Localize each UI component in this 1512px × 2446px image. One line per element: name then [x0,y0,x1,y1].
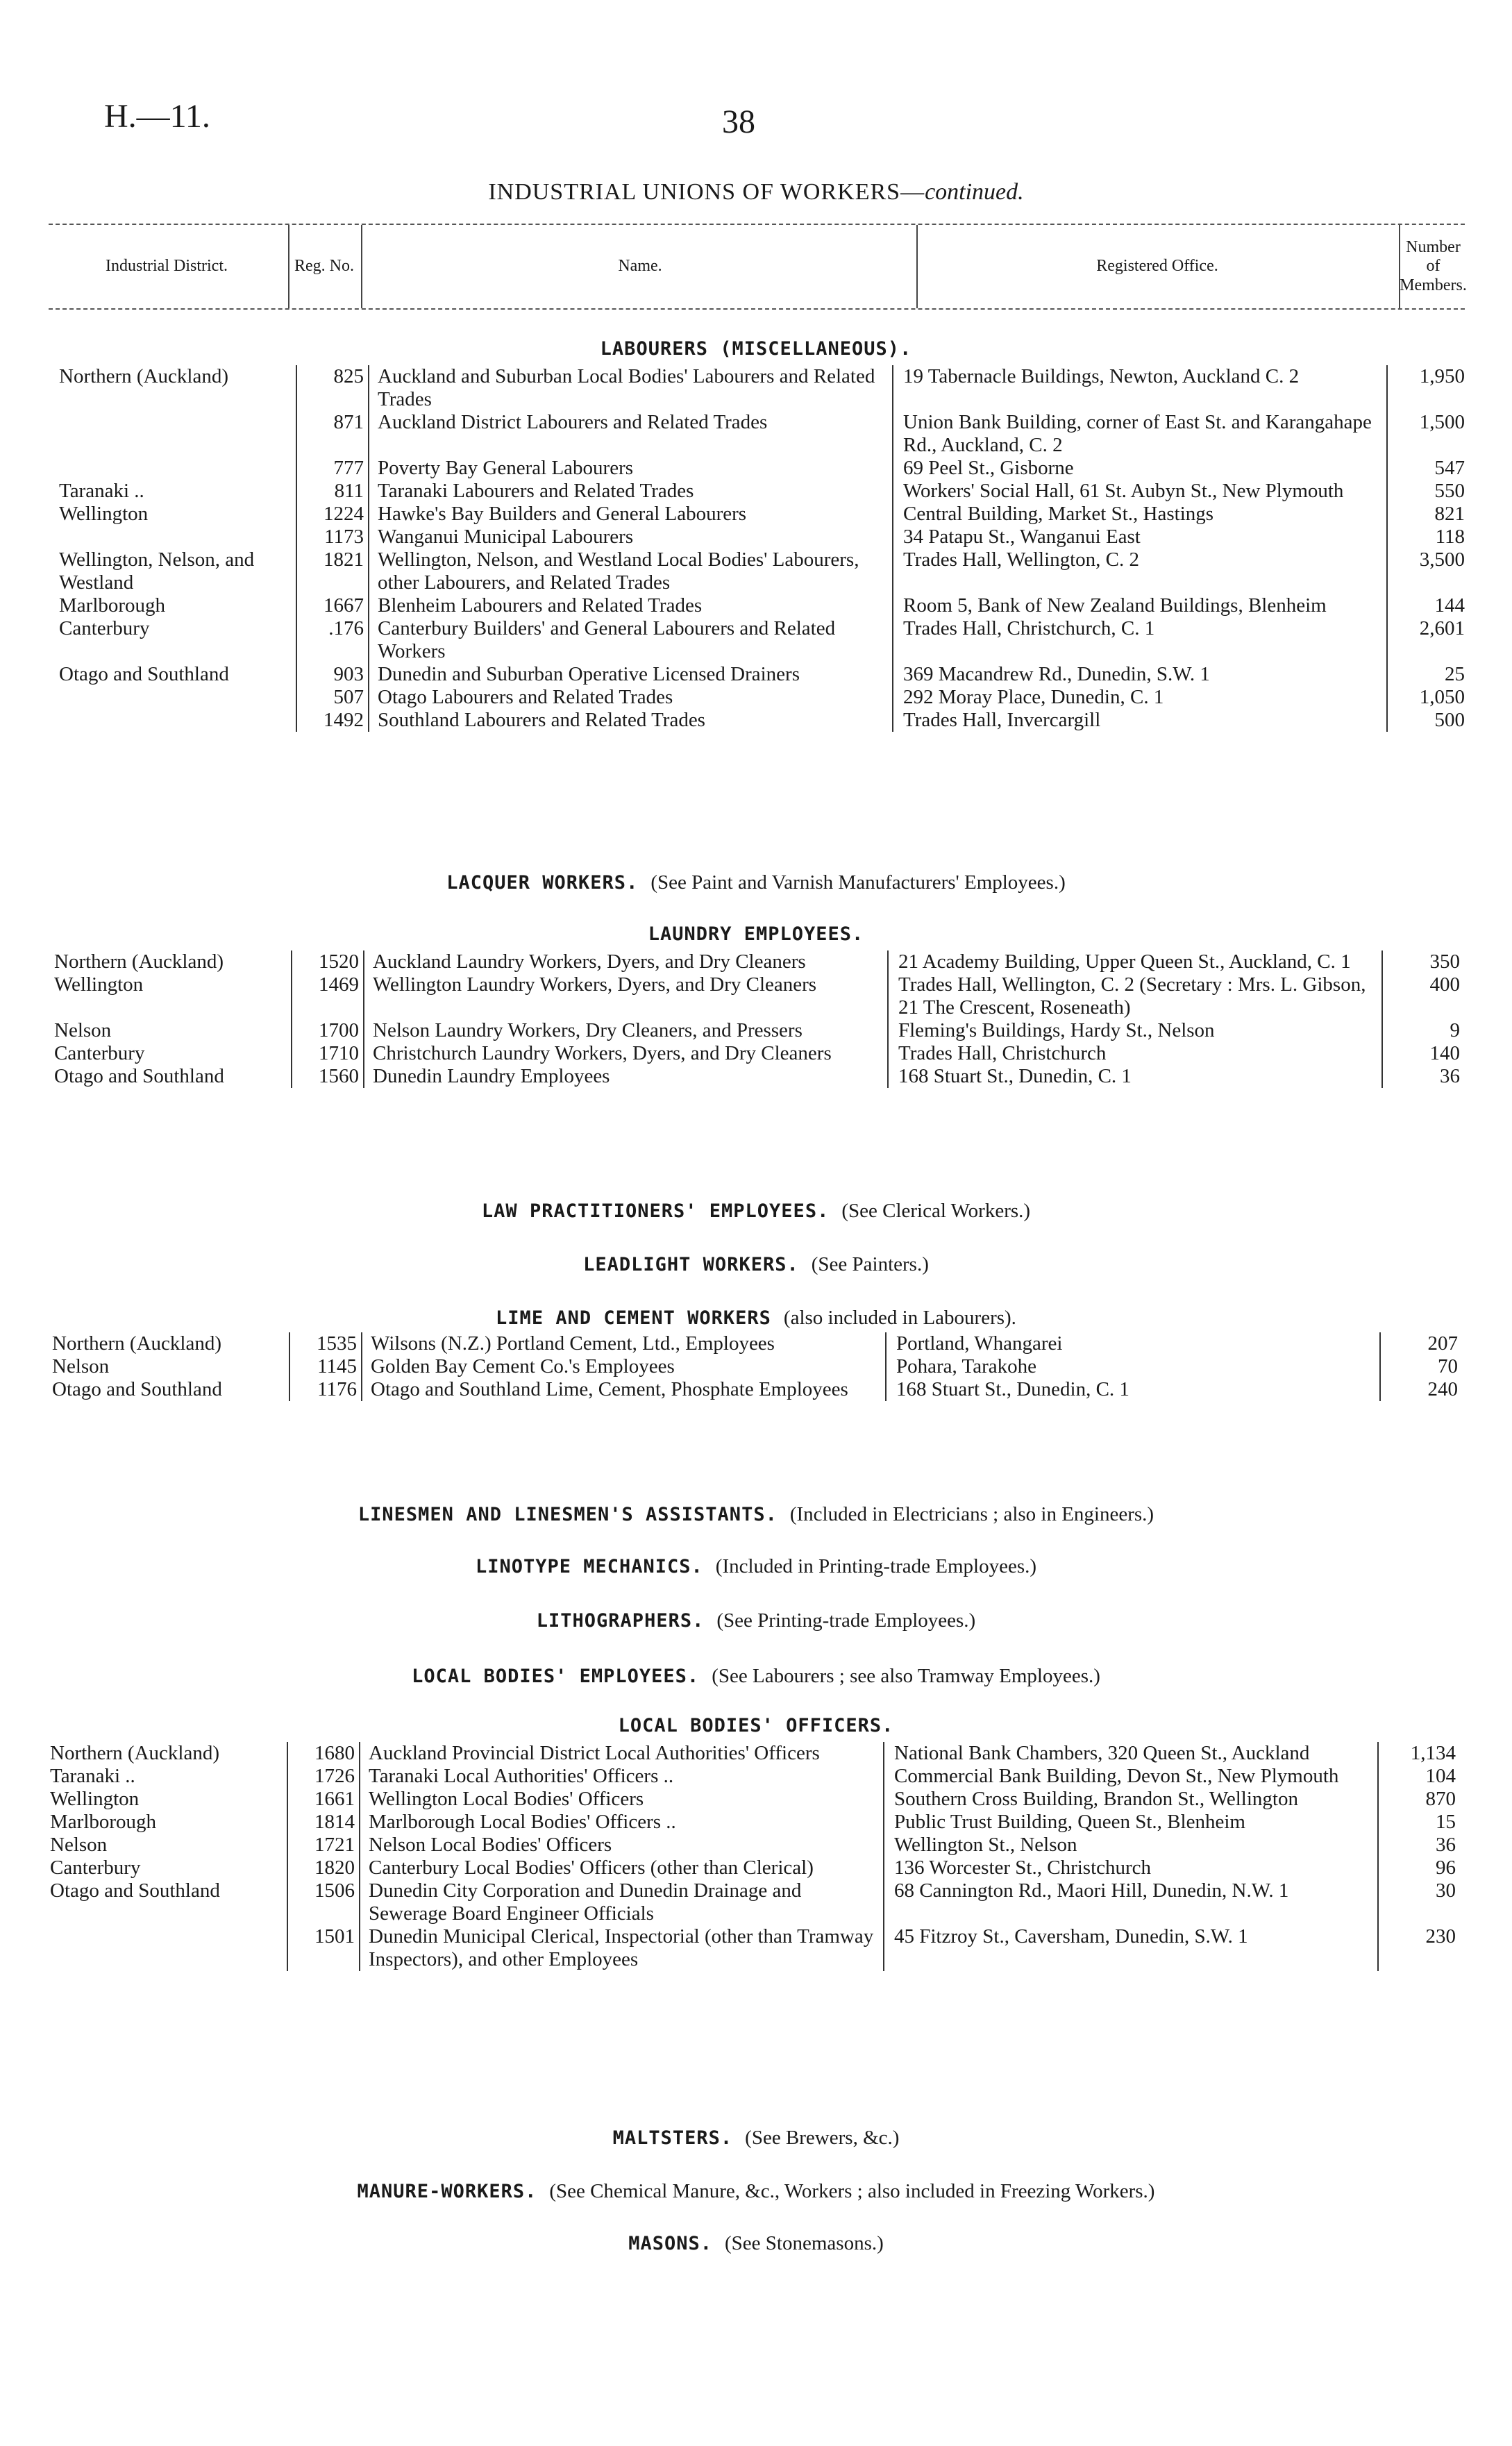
registered-office-cell: 21 Academy Building, Upper Queen St., Auckland, C. 1 [888,950,1382,973]
column-headers [49,224,1465,310]
page-number: 38 [722,103,755,140]
section-title: LABOURERS (MISCELLANEOUS). [600,338,912,360]
col-members: Number of Members. [1399,225,1466,308]
union-name-cell: Taranaki Local Authorities' Officers .. [369,1765,674,1787]
members-cell: 207 [1427,1332,1458,1355]
reg-number-cell: 1145 [289,1355,362,1378]
section-note: (See Labourers ; see also Tramway Employees.) [712,1665,1100,1687]
local-officers-table [50,1742,1460,1971]
registered-office-cell: 34 Patapu St., Wanganui East [893,526,1387,548]
lime-table [52,1332,1462,1401]
section-note: (Included in Electricians ; also in Engineers.) [789,1503,1154,1525]
reg-number-cell: 1680 [287,1742,360,1765]
reg-number-cell: 1820 [287,1857,360,1879]
district-cell: Otago and Southland [52,1378,222,1400]
district-cell [59,526,296,548]
union-name-cell: Auckland Provincial District Local Authorities' Officers [369,1742,820,1764]
section-title: LOCAL BODIES' EMPLOYEES. [412,1666,700,1687]
table-row [50,1857,1460,1879]
district-cell: Canterbury [54,1042,145,1064]
members-cell: 36 [1440,1065,1460,1087]
reg-number-cell: 871 [296,411,369,457]
members-cell: 36 [1436,1834,1456,1856]
registered-office-cell: 69 Peel St., Gisborne [893,457,1387,480]
union-name-cell: Auckland District Labourers and Related Trades [378,411,768,433]
district-cell: Nelson [52,1355,110,1377]
members-cell: 2,601 [1419,617,1465,639]
registered-office-cell: 369 Macandrew Rd., Dunedin, S.W. 1 [893,663,1387,686]
section-note: (See Stonemasons.) [725,2232,884,2254]
district-cell: Northern (Auckland) [52,1332,221,1355]
reg-number-cell: 1176 [289,1378,362,1401]
page-title-suffix: continued. [925,179,1024,205]
registered-office-cell: Public Trust Building, Queen St., Blenheim [884,1811,1378,1834]
members-cell: 1,500 [1419,411,1465,433]
reg-number-cell: 1710 [292,1042,364,1065]
union-name-cell: Blenheim Labourers and Related Trades [378,594,703,617]
members-cell: 870 [1425,1788,1456,1810]
section-labourers [0,338,1512,732]
union-name-cell: Canterbury Local Bodies' Officers (other than Clerical) [369,1857,814,1879]
district-cell: Otago and Southland [54,1065,224,1087]
union-name-cell: Wilsons (N.Z.) Portland Cement, Ltd., Employees [371,1332,775,1355]
col-reg: Reg. No. [288,225,359,308]
table-row [50,1742,1460,1765]
district-cell: Otago and Southland [50,1879,220,1902]
col-office: Registered Office. [916,225,1397,308]
registered-office-cell: National Bank Chambers, 320 Queen St., Auckland [884,1742,1378,1765]
members-cell: 15 [1436,1811,1456,1833]
registered-office-cell: Trades Hall, Christchurch [888,1042,1382,1065]
section-title: MALTSTERS. [612,2127,733,2149]
reg-number-cell: 1560 [292,1065,364,1088]
union-name-cell: Poverty Bay General Labourers [378,457,634,479]
members-cell: 3,500 [1419,548,1465,571]
table-row [59,365,1469,411]
section-litho [0,1609,1512,1632]
reg-number-cell: .176 [296,617,369,663]
section-note: (See Painters.) [811,1253,929,1275]
district-cell [59,709,296,732]
reg-number-cell: 1506 [287,1879,360,1925]
union-name-cell: Wellington Local Bodies' Officers [369,1788,644,1810]
district-cell [50,1925,287,1971]
table-row [50,1834,1460,1857]
section-local-employees [0,1665,1512,1688]
members-cell: 230 [1425,1925,1456,1947]
registered-office-cell: Union Bank Building, corner of East St. and Karangahape Rd., Auckland, C. 2 [893,411,1387,457]
registered-office-cell: Pohara, Tarakohe [886,1355,1380,1378]
members-cell: 25 [1445,663,1465,685]
members-cell: 1,050 [1419,686,1465,708]
document-code: H.—11. [104,98,210,135]
registered-office-cell: 19 Tabernacle Buildings, Newton, Auckland C. 2 [893,365,1387,411]
union-name-cell: Wellington Laundry Workers, Dyers, and Dry Cleaners [373,973,817,996]
section-linesmen [0,1503,1512,1526]
table-row [52,1355,1462,1378]
table-row [59,480,1469,503]
table-row [54,1065,1464,1088]
members-cell: 144 [1434,594,1465,617]
reg-number-cell: 777 [296,457,369,480]
union-name-cell: Nelson Local Bodies' Officers [369,1834,612,1856]
reg-number-cell: 903 [296,663,369,686]
section-title: LEADLIGHT WORKERS. [583,1254,799,1275]
union-name-cell: Auckland and Suburban Local Bodies' Labourers and Related Trades [378,365,875,410]
reg-number-cell: 1173 [296,526,369,548]
labourers-table [59,365,1469,732]
union-name-cell: Dunedin Municipal Clerical, Inspectorial (other than Tramway Inspectors), and other Employees [369,1925,874,1970]
table-row [54,1042,1464,1065]
registered-office-cell: Fleming's Buildings, Hardy St., Nelson [888,1019,1382,1042]
members-cell: 9 [1450,1019,1460,1041]
section-linotype [0,1555,1512,1578]
members-cell: 1,134 [1410,1742,1456,1764]
registered-office-cell: Room 5, Bank of New Zealand Buildings, Blenheim [893,594,1387,617]
registered-office-cell: 168 Stuart St., Dunedin, C. 1 [888,1065,1382,1088]
union-name-cell: Dunedin Laundry Employees [373,1065,610,1087]
district-cell: Marlborough [59,594,166,617]
registered-office-cell: Trades Hall, Wellington, C. 2 [893,548,1387,594]
district-cell [59,686,296,709]
registered-office-cell: 136 Worcester St., Christchurch [884,1857,1378,1879]
reg-number-cell: 1821 [296,548,369,594]
table-row [50,1788,1460,1811]
section-note: (See Paint and Varnish Manufacturers' Employees.) [650,871,1066,894]
section-note: (See Printing-trade Employees.) [716,1609,976,1632]
registered-office-cell: Trades Hall, Wellington, C. 2 (Secretary : Mrs. L. Gibson, 21 The Crescent, Roseneath) [888,973,1382,1019]
table-row [59,663,1469,686]
col-name: Name. [361,225,918,308]
section-local-officers [0,1715,1512,1971]
reg-number-cell: 1469 [292,973,364,1019]
table-row [50,1925,1460,1971]
members-cell: 350 [1429,950,1460,973]
union-name-cell: Auckland Laundry Workers, Dyers, and Dry Cleaners [373,950,806,973]
district-cell: Wellington [54,973,144,996]
section-note: (See Clerical Workers.) [841,1200,1031,1222]
table-row [59,526,1469,548]
table-row [52,1332,1462,1355]
section-title: MANURE-WORKERS. [357,2181,537,2202]
district-cell [59,457,296,480]
registered-office-cell: Wellington St., Nelson [884,1834,1378,1857]
district-cell: Northern (Auckland) [54,950,224,973]
reg-number-cell: 507 [296,686,369,709]
district-cell: Otago and Southland [59,663,229,685]
registered-office-cell: Central Building, Market St., Hastings [893,503,1387,526]
members-cell: 96 [1436,1857,1456,1879]
section-title: LOCAL BODIES' OFFICERS. [618,1715,894,1736]
reg-number-cell: 1814 [287,1811,360,1834]
laundry-table [54,950,1464,1088]
union-name-cell: Canterbury Builders' and General Labourers and Related Workers [378,617,836,662]
section-lacquer [0,871,1512,894]
union-name-cell: Marlborough Local Bodies' Officers .. [369,1811,676,1833]
members-cell: 104 [1425,1765,1456,1787]
reg-number-cell: 1520 [292,950,364,973]
union-name-cell: Wanganui Municipal Labourers [378,526,634,548]
members-cell: 821 [1434,503,1465,525]
reg-number-cell: 1535 [289,1332,362,1355]
table-row [59,617,1469,663]
reg-number-cell: 1501 [287,1925,360,1971]
district-cell: Canterbury [59,617,150,639]
reg-number-cell: 811 [296,480,369,503]
members-cell: 70 [1438,1355,1458,1377]
table-row [59,548,1469,594]
union-name-cell: Nelson Laundry Workers, Dry Cleaners, and Pressers [373,1019,803,1041]
table-row [59,686,1469,709]
table-row [50,1765,1460,1788]
table-row [54,973,1464,1019]
section-title: LAUNDRY EMPLOYEES. [648,923,864,945]
table-row [50,1879,1460,1925]
members-cell: 547 [1434,457,1465,479]
registered-office-cell: Southern Cross Building, Brandon St., Wellington [884,1788,1378,1811]
district-cell: Marlborough [50,1811,157,1833]
section-title: LINOTYPE MECHANICS. [475,1556,703,1577]
table-row [59,709,1469,732]
members-cell: 400 [1429,973,1460,996]
members-cell: 500 [1434,709,1465,731]
union-name-cell: Otago and Southland Lime, Cement, Phosphate Employees [371,1378,848,1400]
reg-number-cell: 1721 [287,1834,360,1857]
district-cell: Canterbury [50,1857,141,1879]
registered-office-cell: Workers' Social Hall, 61 St. Aubyn St., New Plymouth [893,480,1387,503]
registered-office-cell: 292 Moray Place, Dunedin, C. 1 [893,686,1387,709]
section-title: LACQUER WORKERS. [446,872,639,894]
section-laundry [0,923,1512,1088]
members-cell: 140 [1429,1042,1460,1064]
table-row [59,594,1469,617]
table-row [54,950,1464,973]
table-row [59,411,1469,457]
district-cell: Wellington [50,1788,140,1810]
labourers-rows [59,365,1469,732]
reg-number-cell: 1667 [296,594,369,617]
members-cell: 550 [1434,480,1465,502]
union-name-cell: Taranaki Labourers and Related Trades [378,480,694,502]
section-lime [0,1307,1512,1401]
section-maltsters [0,2127,1512,2150]
section-leadlight [0,1253,1512,1276]
district-cell: Taranaki .. [59,480,144,502]
reg-number-cell: 1224 [296,503,369,526]
registered-office-cell: Trades Hall, Invercargill [893,709,1387,732]
registered-office-cell: 168 Stuart St., Dunedin, C. 1 [886,1378,1380,1401]
district-cell: Northern (Auckland) [50,1742,219,1764]
section-law [0,1200,1512,1223]
section-title: LIME AND CEMENT WORKERS [496,1307,771,1329]
members-cell: 118 [1435,526,1465,548]
members-cell: 240 [1427,1378,1458,1400]
district-cell: Nelson [50,1834,108,1856]
reg-number-cell: 1726 [287,1765,360,1788]
union-name-cell: Golden Bay Cement Co.'s Employees [371,1355,675,1377]
reg-number-cell: 825 [296,365,369,411]
registered-office-cell: Trades Hall, Christchurch, C. 1 [893,617,1387,663]
district-cell: Wellington [59,503,149,525]
section-note: (See Chemical Manure, &c., Workers ; also included in Freezing Workers.) [549,2180,1155,2202]
registered-office-cell: Portland, Whangarei [886,1332,1380,1355]
union-name-cell: Hawke's Bay Builders and General Labourers [378,503,747,525]
page-title-text: INDUSTRIAL UNIONS OF WORKERS— [488,179,925,205]
reg-number-cell: 1700 [292,1019,364,1042]
reg-number-cell: 1661 [287,1788,360,1811]
section-title: MASONS. [628,2233,713,2254]
district-cell [59,411,296,457]
reg-number-cell: 1492 [296,709,369,732]
table-row [52,1378,1462,1401]
union-name-cell: Dunedin City Corporation and Dunedin Drainage and Sewerage Board Engineer Officials [369,1879,802,1925]
local-officers-rows [50,1742,1460,1971]
table-row [50,1811,1460,1834]
col-district: Industrial District. [106,257,228,276]
section-title: LINESMEN AND LINESMEN'S ASSISTANTS. [358,1504,778,1525]
section-note: (See Brewers, &c.) [745,2127,900,2149]
union-name-cell: Wellington, Nelson, and Westland Local Bodies' Labourers, other Labourers, and Related Trades [378,548,859,594]
district-cell: Nelson [54,1019,112,1041]
registered-office-cell: Commercial Bank Building, Devon St., New Plymouth [884,1765,1378,1788]
union-name-cell: Christchurch Laundry Workers, Dyers, and Dry Cleaners [373,1042,832,1064]
section-note: (also included in Labourers). [783,1307,1016,1329]
union-name-cell: Dunedin and Suburban Operative Licensed Drainers [378,663,800,685]
district-cell: Taranaki .. [50,1765,135,1787]
members-cell: 1,950 [1419,365,1465,387]
page-title [0,179,1512,206]
union-name-cell: Otago Labourers and Related Trades [378,686,673,708]
lime-rows [52,1332,1462,1401]
section-title: LITHOGRAPHERS. [536,1610,705,1632]
section-title: LAW PRACTITIONERS' EMPLOYEES. [481,1200,830,1222]
table-row [54,1019,1464,1042]
section-note: (Included in Printing-trade Employees.) [715,1555,1037,1577]
registered-office-cell: 45 Fitzroy St., Caversham, Dunedin, S.W. 1 [884,1925,1378,1971]
district-cell: Wellington, Nelson, and Westland [59,548,255,594]
union-name-cell: Southland Labourers and Related Trades [378,709,705,731]
section-masons [0,2232,1512,2255]
members-cell: 30 [1436,1879,1456,1902]
district-cell: Northern (Auckland) [59,365,228,387]
table-row [59,457,1469,480]
table-row [59,503,1469,526]
registered-office-cell: 68 Cannington Rd., Maori Hill, Dunedin, N.W. 1 [884,1879,1378,1925]
section-manure [0,2180,1512,2203]
laundry-rows [54,950,1464,1088]
